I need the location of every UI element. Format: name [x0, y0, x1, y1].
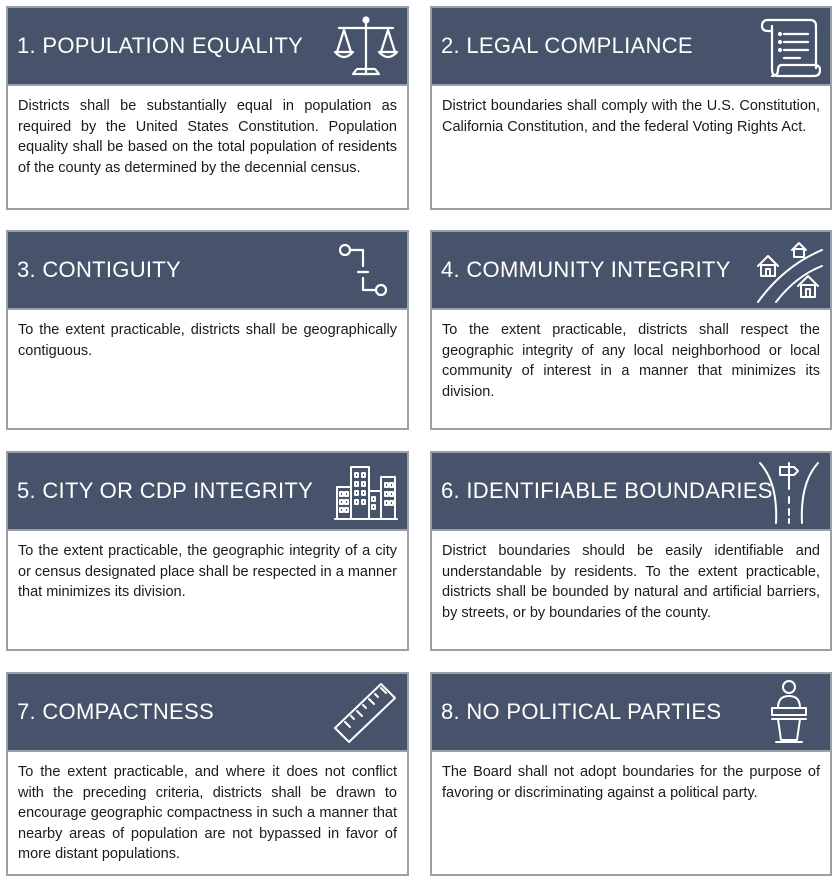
criteria-card-identifiable-boundaries [430, 451, 832, 651]
card-title: 7. COMPACTNESS [17, 699, 214, 724]
connected-path-icon [331, 236, 401, 304]
card-description: To the extent practicable, and where it does not conflict with the preceding criteria, districts shall be drawn to encourage geographic compactness in such a manner that nearby areas of population are not bypassed in favor of more distant populations. [18, 764, 397, 862]
scroll-document-icon [754, 12, 824, 80]
card-description: To the extent practicable, the geographic integrity of a city or census designated place shall be respected in a manner that minimizes its division. [18, 543, 397, 600]
card-title: 4. COMMUNITY INTEGRITY [441, 257, 731, 282]
card-header [8, 453, 407, 531]
card-header [432, 8, 830, 86]
criteria-card-compactness [6, 672, 409, 876]
card-header [8, 8, 407, 86]
card-header [432, 674, 830, 752]
road-signpost-icon [754, 457, 824, 525]
card-description: The Board shall not adopt boundaries for the purpose of favoring or discriminating against a political party. [442, 764, 820, 801]
ruler-icon [331, 678, 401, 746]
criteria-card-contiguity [6, 230, 409, 430]
scales-icon [331, 12, 401, 80]
card-title: 1. POPULATION EQUALITY [17, 33, 304, 58]
criteria-card-city-cdp-integrity [6, 451, 409, 651]
card-description: Districts shall be substantially equal in population as required by the United States Constitution. Population equality shall be based on the total population of residents of the county as determined by the decennial census. [18, 98, 397, 176]
card-header [432, 453, 830, 531]
card-title: 5. CITY OR CDP INTEGRITY [17, 478, 314, 503]
criteria-card-population-equality [6, 6, 409, 210]
card-description: District boundaries shall comply with the U.S. Constitution, California Constitution, and the federal Voting Rights Act. [442, 98, 820, 135]
card-title: 6. IDENTIFIABLE BOUNDARIES [441, 478, 773, 503]
criteria-card-community-integrity [430, 230, 832, 430]
criteria-card-no-political-parties [430, 672, 832, 876]
card-description: To the extent practicable, districts shall respect the geographic integrity of any local neighborhood or local community of interest in a manner that minimizes its division. [442, 322, 820, 400]
card-header [432, 232, 830, 310]
card-description: To the extent practicable, districts shall be geographically contiguous. [18, 322, 397, 359]
card-description: District boundaries should be easily identifiable and understandable by residents. To the extent practicable, districts shall be bounded by natural and artificial barriers, by streets, or by boundaries of the county. [442, 543, 820, 621]
card-header [8, 232, 407, 310]
card-title: 8. NO POLITICAL PARTIES [441, 699, 722, 724]
criteria-card-legal-compliance [430, 6, 832, 210]
card-title: 3. CONTIGUITY [17, 257, 182, 282]
podium-speaker-icon [754, 678, 824, 746]
city-buildings-icon [331, 457, 401, 525]
card-title: 2. LEGAL COMPLIANCE [441, 33, 693, 58]
houses-road-icon [754, 236, 824, 304]
card-header [8, 674, 407, 752]
